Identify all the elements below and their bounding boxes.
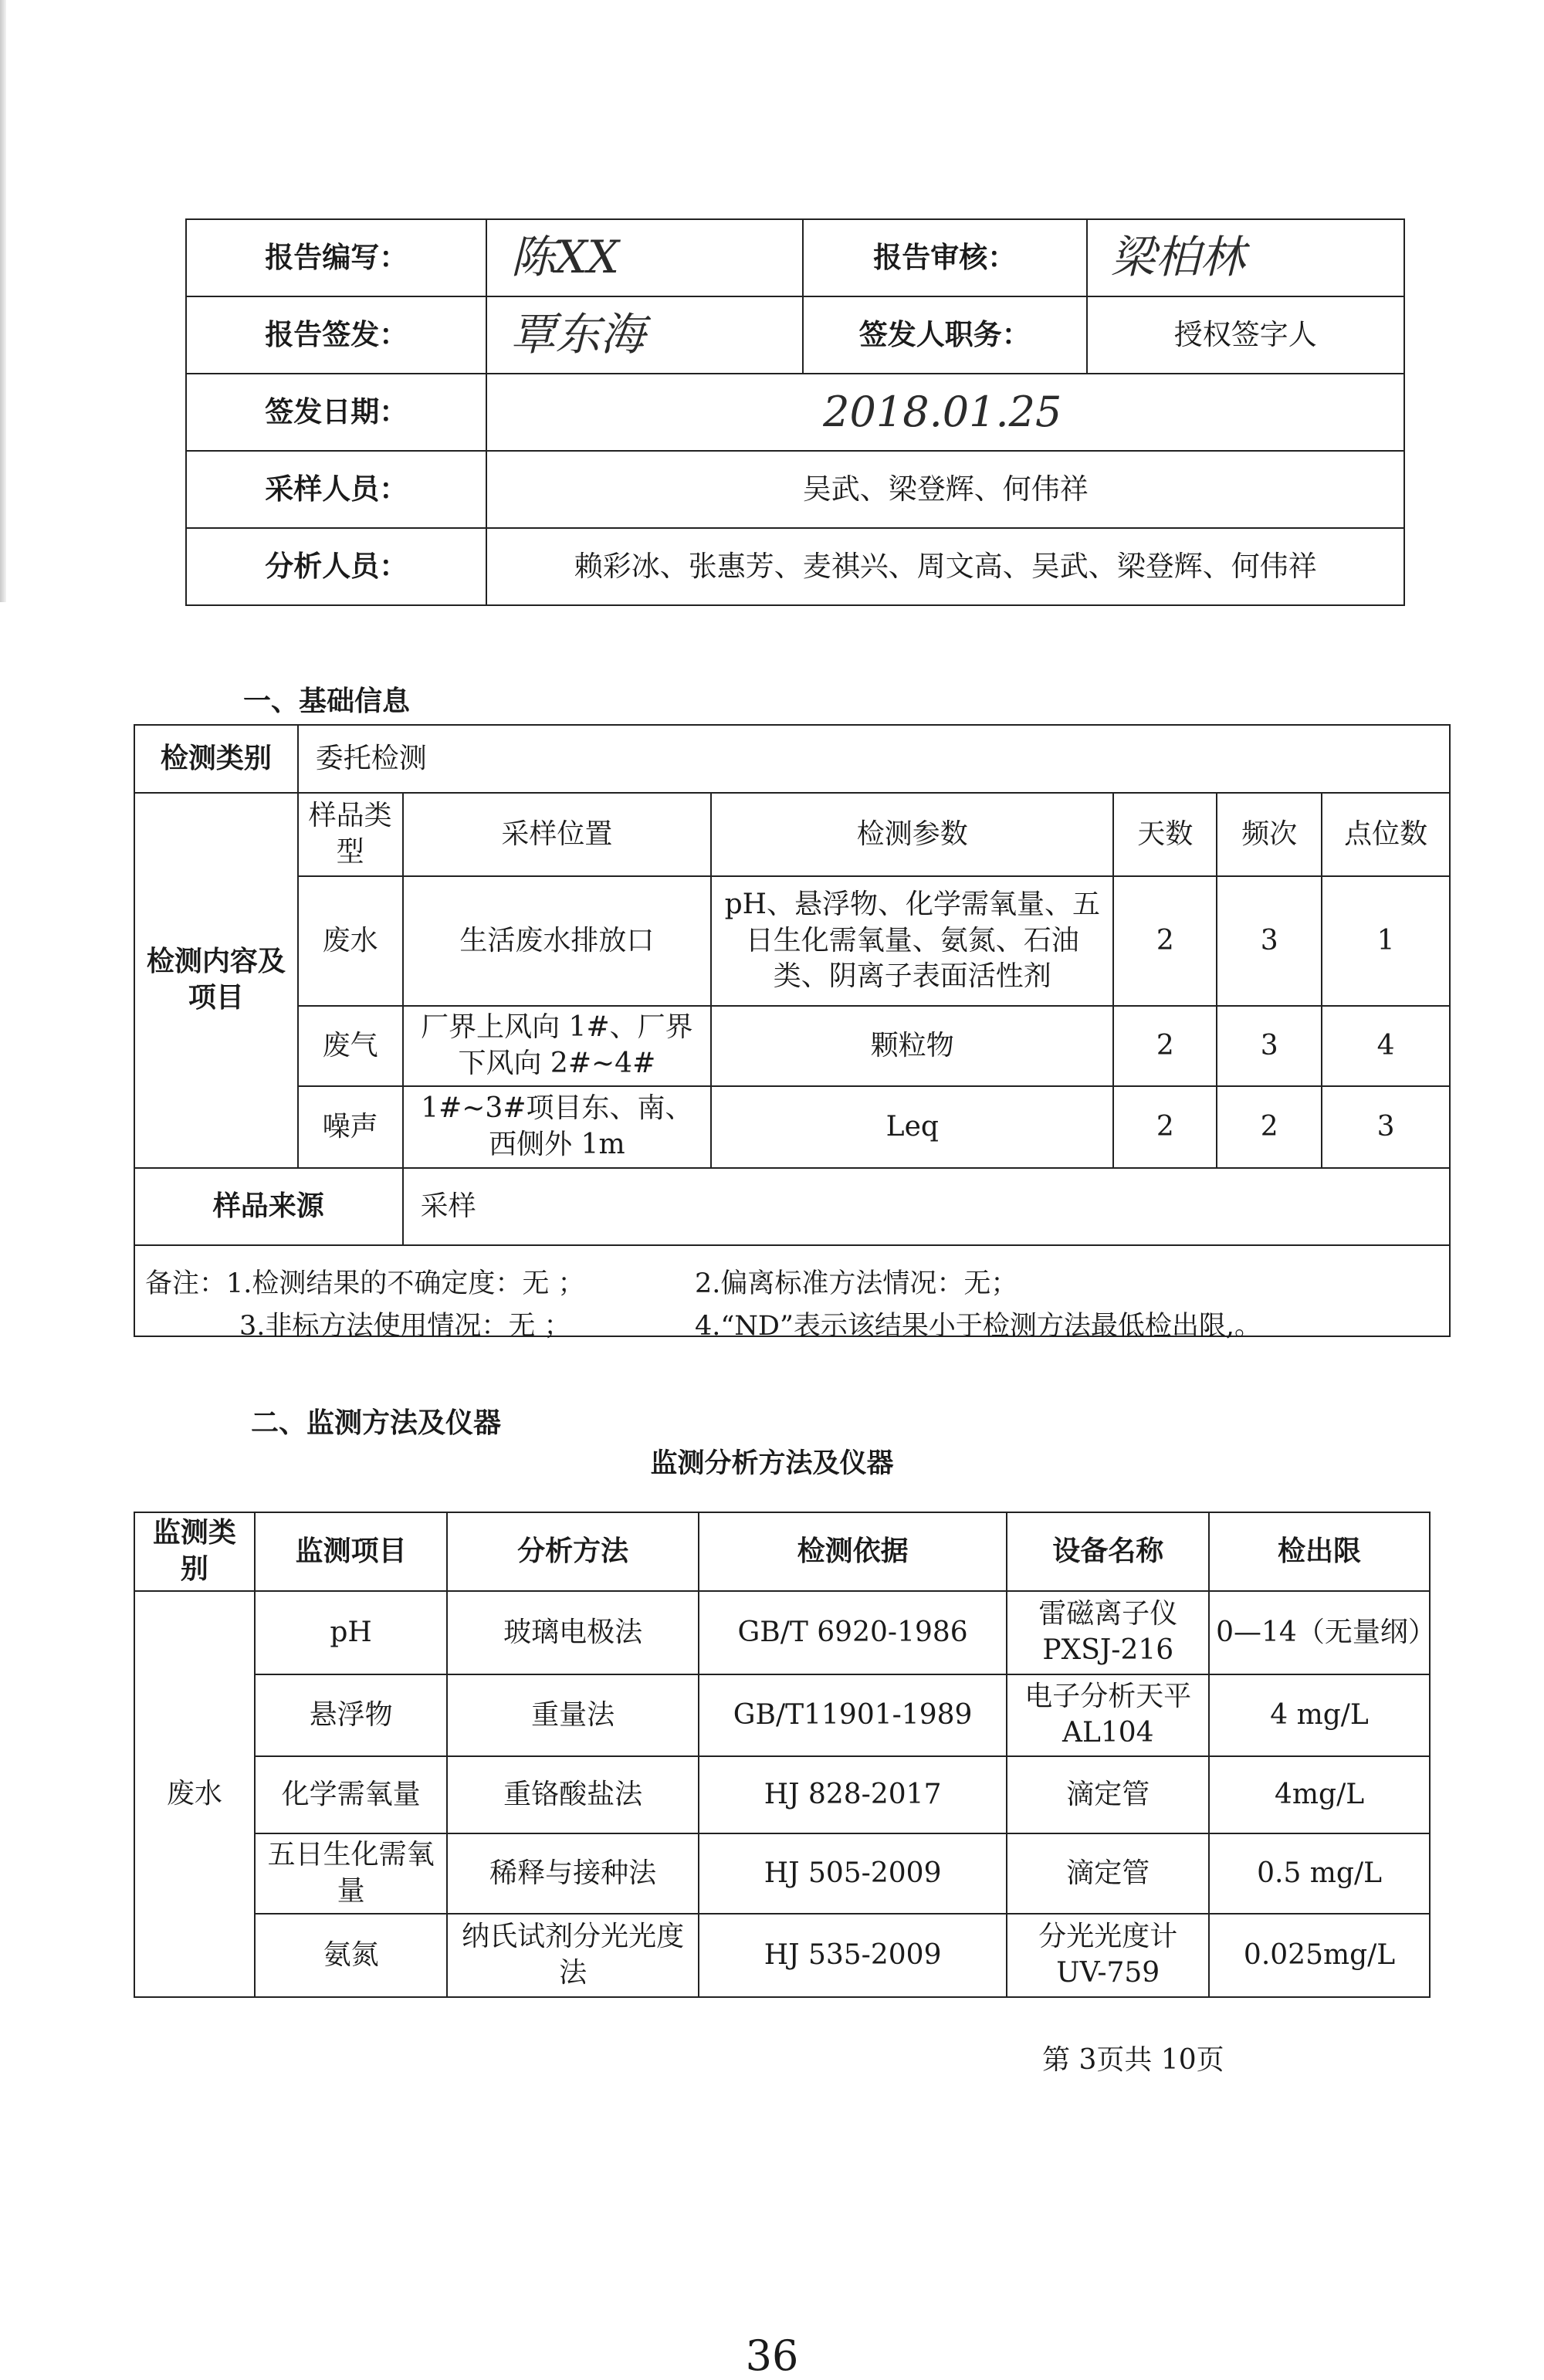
header-points: 点位数 [1322, 793, 1450, 876]
header-days: 天数 [1113, 793, 1217, 876]
header-basis: 检测依据 [699, 1512, 1007, 1591]
row-basis: GB/T 6920-1986 [699, 1591, 1007, 1674]
header-sample-type: 样品类型 [298, 793, 403, 876]
row-item: pH [255, 1591, 448, 1674]
row-freq: 3 [1217, 876, 1322, 1006]
row-basis: GB/T11901-1989 [699, 1674, 1007, 1756]
issuer-position-label: 签发人职务： [803, 296, 1087, 374]
issue-date-label: 签发日期： [186, 374, 486, 451]
method-table [134, 1512, 1436, 1998]
samplers-value: 吴武、梁登辉、何伟祥 [486, 451, 1404, 528]
row-days: 2 [1113, 1086, 1217, 1168]
row-days: 2 [1113, 1006, 1217, 1086]
header-location: 采样位置 [403, 793, 712, 876]
scan-edge-shadow [0, 0, 6, 602]
page-of-total: 第 3页共 10页 [1042, 2044, 1224, 2076]
row-item: 氨氮 [255, 1914, 448, 1997]
row-points: 1 [1322, 876, 1450, 1006]
header-params: 检测参数 [711, 793, 1113, 876]
report-issue-label: 报告签发： [186, 296, 486, 374]
row-method: 稀释与接种法 [447, 1833, 698, 1914]
row-type: 废气 [298, 1006, 403, 1086]
row-item: 化学需氧量 [255, 1756, 448, 1833]
issuer-position-value: 授权签字人 [1087, 296, 1404, 374]
row-device: 滴定管 [1007, 1756, 1209, 1833]
signature-table [185, 218, 1405, 606]
row-type: 废水 [298, 876, 403, 1006]
header-freq: 频次 [1217, 793, 1322, 876]
row-limit: 0.025mg/L [1209, 1914, 1430, 1997]
method-table-title: 监测分析方法及仪器 [650, 1448, 894, 1479]
sample-source-value: 采样 [403, 1168, 1450, 1245]
note-2: 2.偏离标准方法情况：无； [695, 1268, 1018, 1299]
page-number: 36 [745, 2331, 799, 2380]
note-1: 备注：1.检测结果的不确定度：无 ； [145, 1268, 585, 1299]
report-review-label: 报告审核： [803, 219, 1087, 296]
row-basis: HJ 535-2009 [699, 1914, 1007, 1997]
header-device: 设备名称 [1007, 1512, 1209, 1591]
row-freq: 2 [1217, 1086, 1322, 1168]
row-device: 滴定管 [1007, 1833, 1209, 1914]
sample-source-label: 样品来源 [134, 1168, 403, 1245]
row-device: 雷磁离子仪 PXSJ-216 [1007, 1591, 1209, 1674]
note-4: 4.“ND”表示该结果小于检测方法最低检出限,。 [695, 1311, 1261, 1342]
basic-info-table [134, 724, 1451, 1337]
row-params: Leq [711, 1086, 1113, 1168]
note-3: 3.非标方法使用情况：无 ； [239, 1311, 571, 1342]
row-type: 噪声 [298, 1086, 403, 1168]
row-location: 厂界上风向 1#、厂界下风向 2#~4# [403, 1006, 712, 1086]
header-limit: 检出限 [1209, 1512, 1430, 1591]
row-days: 2 [1113, 876, 1217, 1006]
row-limit: 0.5 mg/L [1209, 1833, 1430, 1914]
report-review-signature: 梁柏林 [1087, 219, 1404, 296]
detection-type-value: 委托检测 [298, 725, 1450, 793]
row-device: 分光光度计 UV-759 [1007, 1914, 1209, 1997]
content-label: 检测内容及项目 [134, 793, 298, 1168]
detection-type-label: 检测类别 [134, 725, 298, 793]
section2-heading: 二、监测方法及仪器 [251, 1407, 502, 1439]
row-item: 五日生化需氧量 [255, 1833, 448, 1914]
row-points: 4 [1322, 1006, 1450, 1086]
analysts-value: 赖彩冰、张惠芳、麦祺兴、周文高、吴武、梁登辉、何伟祥 [486, 528, 1404, 605]
report-issue-signature: 覃东海 [486, 296, 803, 374]
header-item: 监测项目 [255, 1512, 448, 1591]
row-params: 颗粒物 [711, 1006, 1113, 1086]
row-basis: HJ 828-2017 [699, 1756, 1007, 1833]
samplers-label: 采样人员： [186, 451, 486, 528]
header-category: 监测类别 [134, 1512, 255, 1591]
row-points: 3 [1322, 1086, 1450, 1168]
analysts-label: 分析人员： [186, 528, 486, 605]
row-method: 重量法 [447, 1674, 698, 1756]
row-location: 1#~3#项目东、南、西侧外 1m [403, 1086, 712, 1168]
row-freq: 3 [1217, 1006, 1322, 1086]
report-writer-signature: 陈XX [486, 219, 803, 296]
row-item: 悬浮物 [255, 1674, 448, 1756]
row-basis: HJ 505-2009 [699, 1833, 1007, 1914]
row-params: pH、悬浮物、化学需氧量、五日生化需氧量、氨氮、石油类、阴离子表面活性剂 [711, 876, 1113, 1006]
row-location: 生活废水排放口 [403, 876, 712, 1006]
row-device: 电子分析天平 AL104 [1007, 1674, 1209, 1756]
section1-heading: 一、基础信息 [243, 686, 411, 717]
row-method: 重铬酸盐法 [447, 1756, 698, 1833]
row-method: 纳氏试剂分光光度法 [447, 1914, 698, 1997]
row-limit: 4 mg/L [1209, 1674, 1430, 1756]
issue-date-value: 2018.01.25 [486, 374, 1404, 451]
row-method: 玻璃电极法 [447, 1591, 698, 1674]
header-method: 分析方法 [447, 1512, 698, 1591]
row-limit: 4mg/L [1209, 1756, 1430, 1833]
category-value: 废水 [134, 1591, 255, 1997]
report-writer-label: 报告编写： [186, 219, 486, 296]
row-limit: 0—14（无量纲） [1209, 1591, 1430, 1674]
